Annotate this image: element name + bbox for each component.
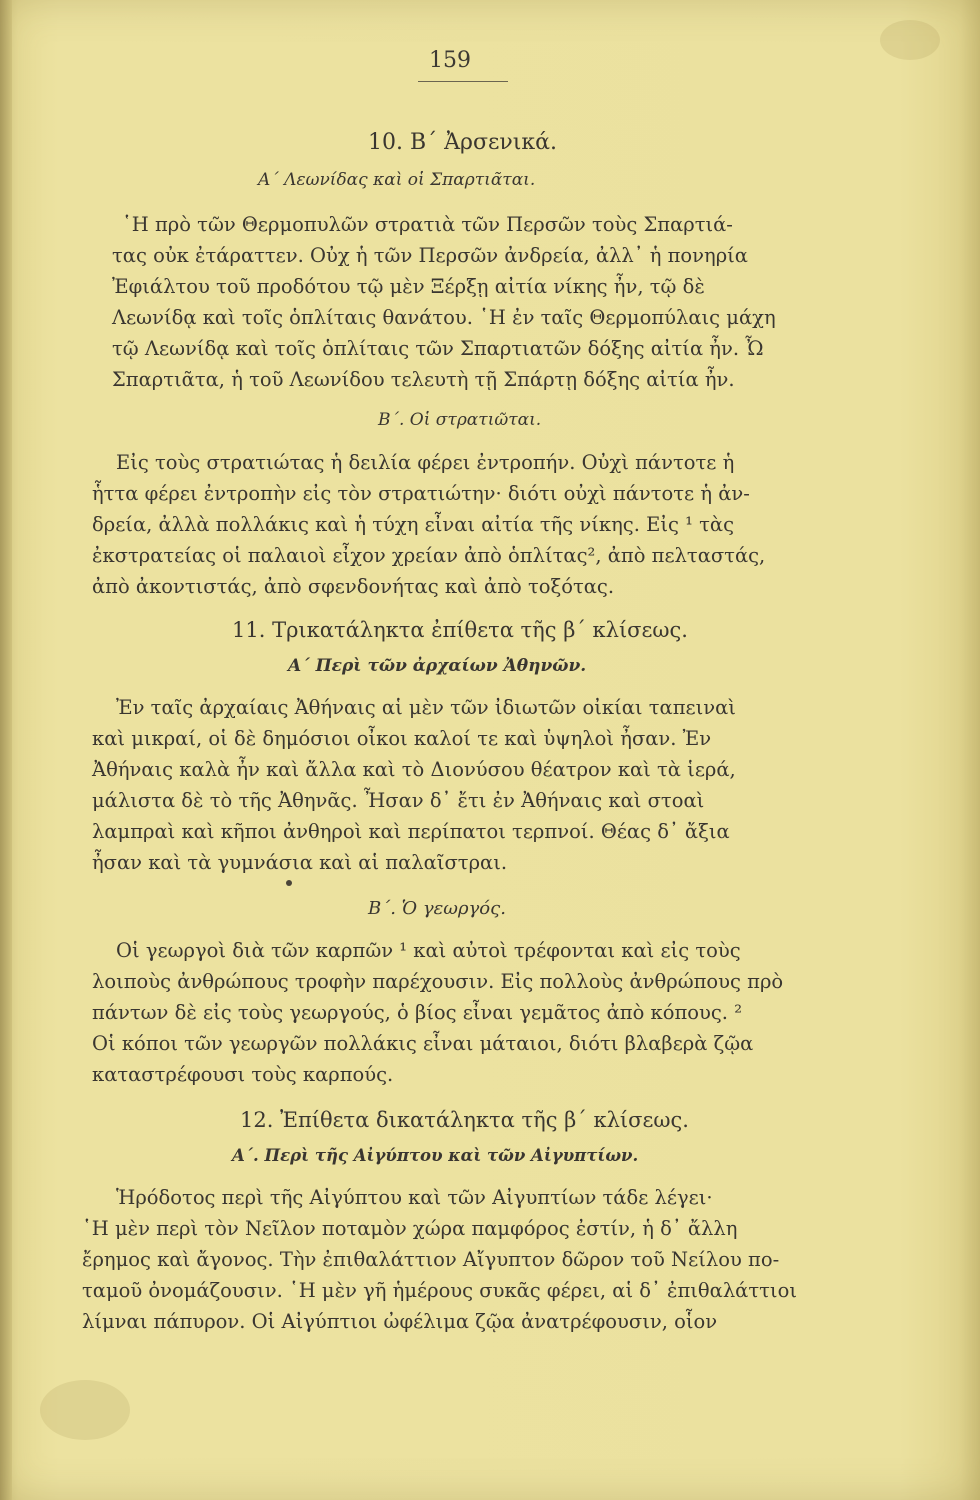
text-line: Ἀθήναις καλὰ ἦν καὶ ἄλλα καὶ τὸ Διονύσου θέατρον καὶ τὰ ἱερά, <box>92 758 736 781</box>
text-line: ταμοῦ ὀνομάζουσιν. ῾Η μὲν γῆ ἡμέρους συκᾶς φέρει, αἱ δ᾽ ἐπιθαλάττιοι <box>82 1279 797 1302</box>
text-line: Ἡρόδοτος περὶ τῆς Αἰγύπτου καὶ τῶν Αἰγυπτίων τάδε λέγει· <box>116 1186 713 1209</box>
text-line: δρεία, ἀλλὰ πολλάκις καὶ ἡ τύχη εἶναι αἰτία τῆς νίκης. Εἰς ¹ τὰς <box>92 513 734 536</box>
page-number: 159 <box>429 48 471 73</box>
text-line: ἔρημος καὶ ἄγονος. Τὴν ἐπιθαλάττιον Αἴγυπτον δῶρον τοῦ Νείλου πο- <box>82 1248 780 1271</box>
subsection-title: Β΄. Ὁ γεωργός. <box>368 898 506 919</box>
paper-stain <box>880 20 940 60</box>
section-heading-12: 12. Ἐπίθετα δικατάληκτα τῆς β΄ κλίσεως. <box>240 1108 689 1132</box>
text-line: Σπαρτιᾶτα, ἡ τοῦ Λεωνίδου τελευτὴ τῇ Σπάρτῃ δόξης αἰτία ἦν. <box>112 368 735 391</box>
text-line: λαμπραὶ καὶ κῆποι ἀνθηροὶ καὶ περίπατοι τερπνοί. Θέας δ᾽ ἄξια <box>92 820 730 843</box>
text-line: Ἐν ταῖς ἀρχαίαις Ἀθήναις αἱ μὲν τῶν ἰδιωτῶν οἰκίαι ταπειναὶ <box>116 696 736 719</box>
subsection-title: Α΄ Περὶ τῶν ἀρχαίων Ἀθηνῶν. <box>288 656 587 676</box>
text-line: ἧττα φέρει ἐντροπὴν εἰς τὸν στρατιώτην· διότι οὐχὶ πάντοτε ἡ ἀν- <box>92 482 750 505</box>
text-line: λίμναι πάπυρον. Οἱ Αἰγύπτιοι ὠφέλιμα ζῷα ἀνατρέφουσιν, οἷον <box>82 1310 718 1333</box>
page-number-rule <box>418 81 508 82</box>
text-line: πάντων δὲ εἰς τοὺς γεωργούς, ὁ βίος εἶναι γεμᾶτος ἀπὸ κόπους. ² <box>92 1001 743 1024</box>
paper-stain <box>40 1380 130 1440</box>
section-heading-10: 10. Β΄ Ἀρσενικά. <box>368 130 557 155</box>
text-line: Ἐφιάλτου τοῦ προδότου τῷ μὲν Ξέρξῃ αἰτία νίκης ἦν, τῷ δὲ <box>112 275 705 298</box>
ink-dot <box>286 880 292 886</box>
text-line: Λεωνίδᾳ καὶ τοῖς ὁπλίταις θανάτου. ῾Η ἐν ταῖς Θερμοπύλαις μάχη <box>112 306 776 329</box>
text-line: μάλιστα δὲ τὸ τῆς Ἀθηνᾶς. Ἦσαν δ᾽ ἔτι ἐν Ἀθήναις καὶ στοαὶ <box>92 789 705 812</box>
text-line: τῷ Λεωνίδᾳ καὶ τοῖς ὁπλίταις τῶν Σπαρτιατῶν δόξης αἰτία ἦν. Ὦ <box>112 337 764 360</box>
page-binding-edge <box>0 0 12 1500</box>
text-line: ἐκστρατείας οἱ παλαιοὶ εἶχον χρείαν ἀπὸ ὁπλίτας², ἀπὸ πελταστάς, <box>92 544 766 567</box>
subsection-title: Α΄ Λεωνίδας καὶ οἱ Σπαρτιᾶται. <box>258 170 536 190</box>
text-line: ἦσαν καὶ τὰ γυμνάσια καὶ αἱ παλαῖστραι. <box>92 851 508 874</box>
text-line: τας οὐκ ἐτάραττεν. Οὐχ ἡ τῶν Περσῶν ἀνδρεία, ἀλλ᾽ ἡ πονηρία <box>112 244 748 267</box>
section-heading-11: 11. Τρικατάληκτα ἐπίθετα τῆς β΄ κλίσεως. <box>232 618 688 642</box>
text-line: Οἱ γεωργοὶ διὰ τῶν καρπῶν ¹ καὶ αὐτοὶ τρέφονται καὶ εἰς τοὺς <box>116 939 741 962</box>
text-line: ῾Η μὲν περὶ τὸν Νεῖλον ποταμὸν χώρα παμφόρος ἐστίν, ἡ δ᾽ ἄλλη <box>82 1217 738 1240</box>
text-line: Οἱ κόποι τῶν γεωργῶν πολλάκις εἶναι μάταιοι, διότι βλαβερὰ ζῷα <box>92 1032 754 1055</box>
text-line: καταστρέφουσι τοὺς καρπούς. <box>92 1063 394 1086</box>
text-line: Εἰς τοὺς στρατιώτας ἡ δειλία φέρει ἐντροπήν. Οὐχὶ πάντοτε ἡ <box>116 451 735 474</box>
subsection-title: Α΄. Περὶ τῆς Αἰγύπτου καὶ τῶν Αἰγυπτίων. <box>232 1146 639 1165</box>
subsection-title: Β΄. Οἱ στρατιῶται. <box>378 410 542 430</box>
text-line: ἀπὸ ἀκοντιστάς, ἀπὸ σφενδονήτας καὶ ἀπὸ τοξότας. <box>92 575 615 598</box>
text-line: λοιποὺς ἀνθρώπους τροφὴν παρέχουσιν. Εἰς πολλοὺς ἀνθρώπους πρὸ <box>92 970 784 993</box>
text-line: καὶ μικραί, οἱ δὲ δημόσιοι οἶκοι καλοί τε καὶ ὑψηλοὶ ἦσαν. Ἐν <box>92 727 712 750</box>
text-line: ῾Η πρὸ τῶν Θερμοπυλῶν στρατιὰ τῶν Περσῶν τοὺς Σπαρτιά- <box>122 213 733 236</box>
